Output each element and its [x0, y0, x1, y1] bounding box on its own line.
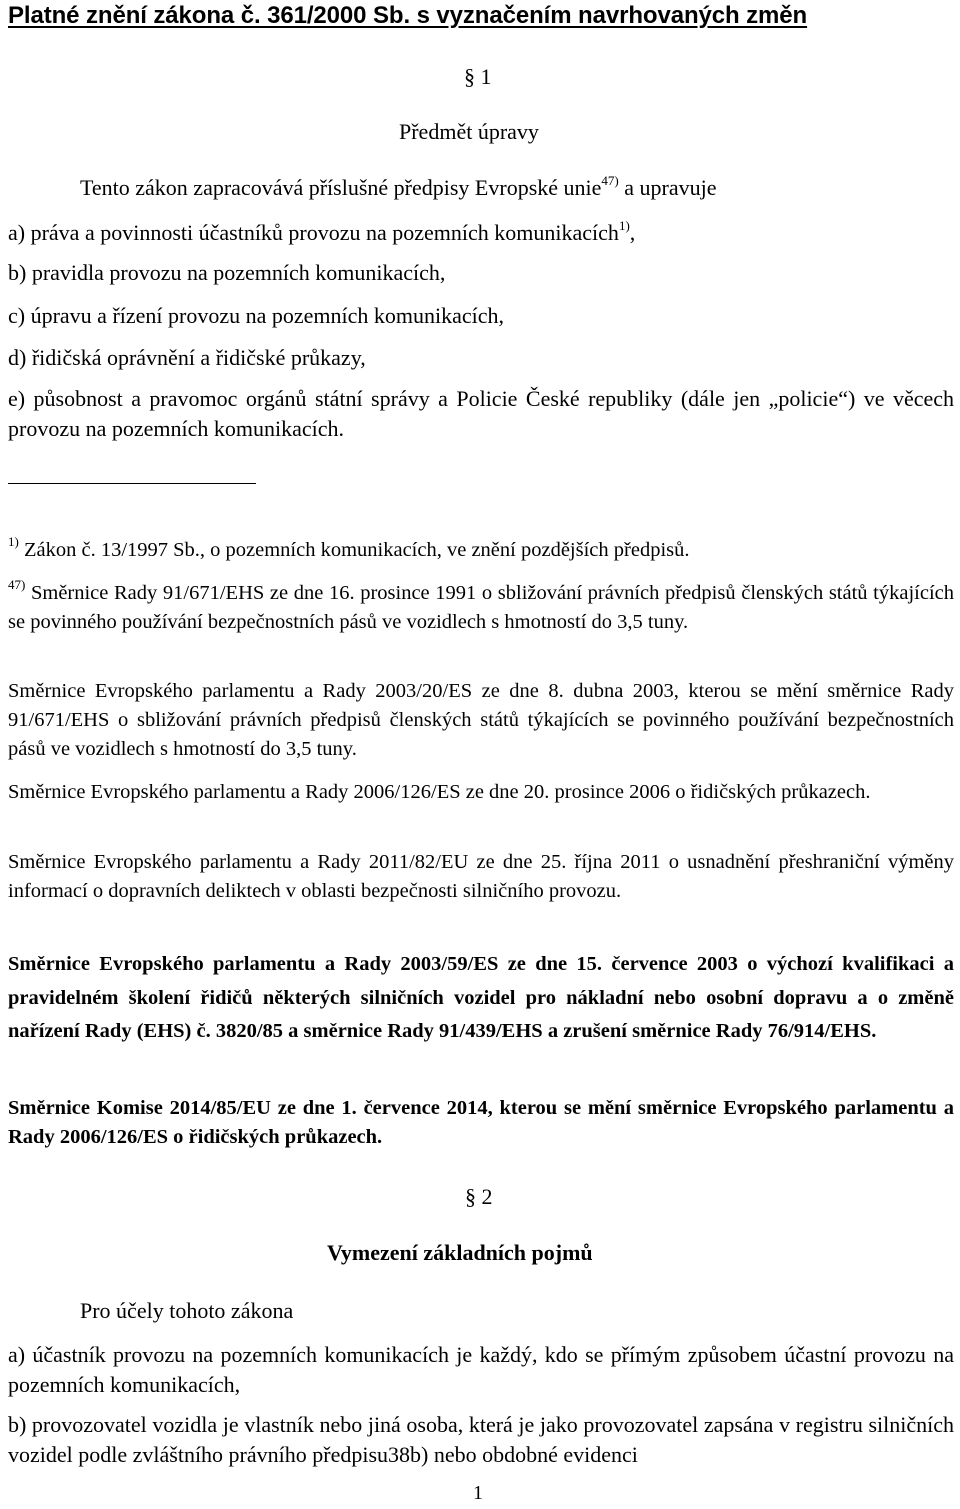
directive-2014-85: Směrnice Komise 2014/85/EU ze dne 1. července 2014, kterou se mění směrnice Evropského parlamentu a Rady 2006/126/ES o řidičských průkazech. — [8, 1097, 954, 1148]
document-title: Platné znění zákona č. 361/2000 Sb. s vyznačením navrhovaných změn — [8, 2, 808, 29]
lead-tail: a upravuje — [618, 175, 717, 200]
section-2-mark: § 2 — [465, 1184, 493, 1209]
section-1-item-a — [8, 217, 636, 246]
item-a-footnote-ref: 1) — [618, 217, 630, 233]
lead-text: Tento zákon zapracovává příslušné předpisy Evropské unie — [80, 175, 602, 200]
directive-2003-20: Směrnice Evropského parlamentu a Rady 2003/20/ES ze dne 8. dubna 2003, kterou se mění směrnice Rady 91/671/EHS o sbližování právních předpisů členských států týkajících se povinného používání bezpečnostních pásů ve vozidlech s hmotností do 3,5 tuny. — [8, 680, 954, 760]
section-1-item-b: b) pravidla provozu na pozemních komunikacích, — [8, 260, 446, 285]
section-2-item-b: b) provozovatel vozidla je vlastník nebo jiná osoba, která je jako provozovatel zapsána v registru silničních vozidel podle zvláštního právního předpisu38b) nebo obdobné evidenci — [8, 1412, 954, 1467]
footnote-separator — [8, 483, 256, 484]
section-1-heading: Předmět úpravy — [399, 119, 539, 144]
page-number: 1 — [473, 1482, 483, 1504]
directive-2003-59: Směrnice Evropského parlamentu a Rady 2003/59/ES ze dne 15. července 2003 o výchozí kvalifikaci a pravidelném školení řidičů některých silničních vozidel pro nákladní nebo osobní dopravu a o změně nařízení Rady (EHS) č. 3820/85 a směrnice Rady 91/439/EHS a zrušení směrnice Rady 76/914/EHS. — [8, 953, 954, 1042]
lead-footnote-ref: 47) — [601, 172, 619, 188]
section-1-item-d: d) řidičská oprávnění a řidičské průkazy, — [8, 345, 366, 370]
footnote-47 — [8, 579, 954, 637]
section-2-intro: Pro účely tohoto zákona — [80, 1298, 294, 1323]
footnote-1-mark: 1) — [8, 534, 19, 550]
directive-2011-82: Směrnice Evropského parlamentu a Rady 2011/82/EU ze dne 25. října 2011 o usnadnění přeshraniční výměny informací o dopravních deliktech v oblasti bezpečnosti silničního provozu. — [8, 851, 954, 902]
section-2-heading: Vymezení základních pojmů — [327, 1240, 593, 1265]
item-a-text: a) práva a povinnosti účastníků provozu na pozemních komunikacích — [8, 220, 619, 245]
item-a-tail: , — [629, 220, 636, 245]
section-1-item-e: e) působnost a pravomoc orgánů státní správy a Policie České republiky (dále jen „policie“) ve věcech provozu na pozemních komunikacích. — [8, 386, 954, 441]
section-2-item-a: a) účastník provozu na pozemních komunikacích je každý, kdo se přímým způsobem účastní provozu na pozemních komunikacích, — [8, 1342, 954, 1397]
section-1-mark: § 1 — [464, 64, 492, 89]
directive-2006-126: Směrnice Evropského parlamentu a Rady 2006/126/ES ze dne 20. prosince 2006 o řidičských průkazech. — [8, 781, 871, 803]
section-1-lead — [80, 172, 717, 201]
section-1-item-c: c) úpravu a řízení provozu na pozemních komunikacích, — [8, 303, 505, 328]
footnote-47-mark: 47) — [8, 577, 26, 593]
footnote-1 — [8, 536, 954, 565]
footnote-47-text: Směrnice Rady 91/671/EHS ze dne 16. prosince 1991 o sbližování právních předpisů členských států týkajících se povinného používání bezpečnostních pásů ve vozidlech s hmotností do 3,5 tuny. — [8, 582, 954, 633]
footnote-1-text: Zákon č. 13/1997 Sb., o pozemních komunikacích, ve znění pozdějších předpisů. — [18, 539, 690, 561]
